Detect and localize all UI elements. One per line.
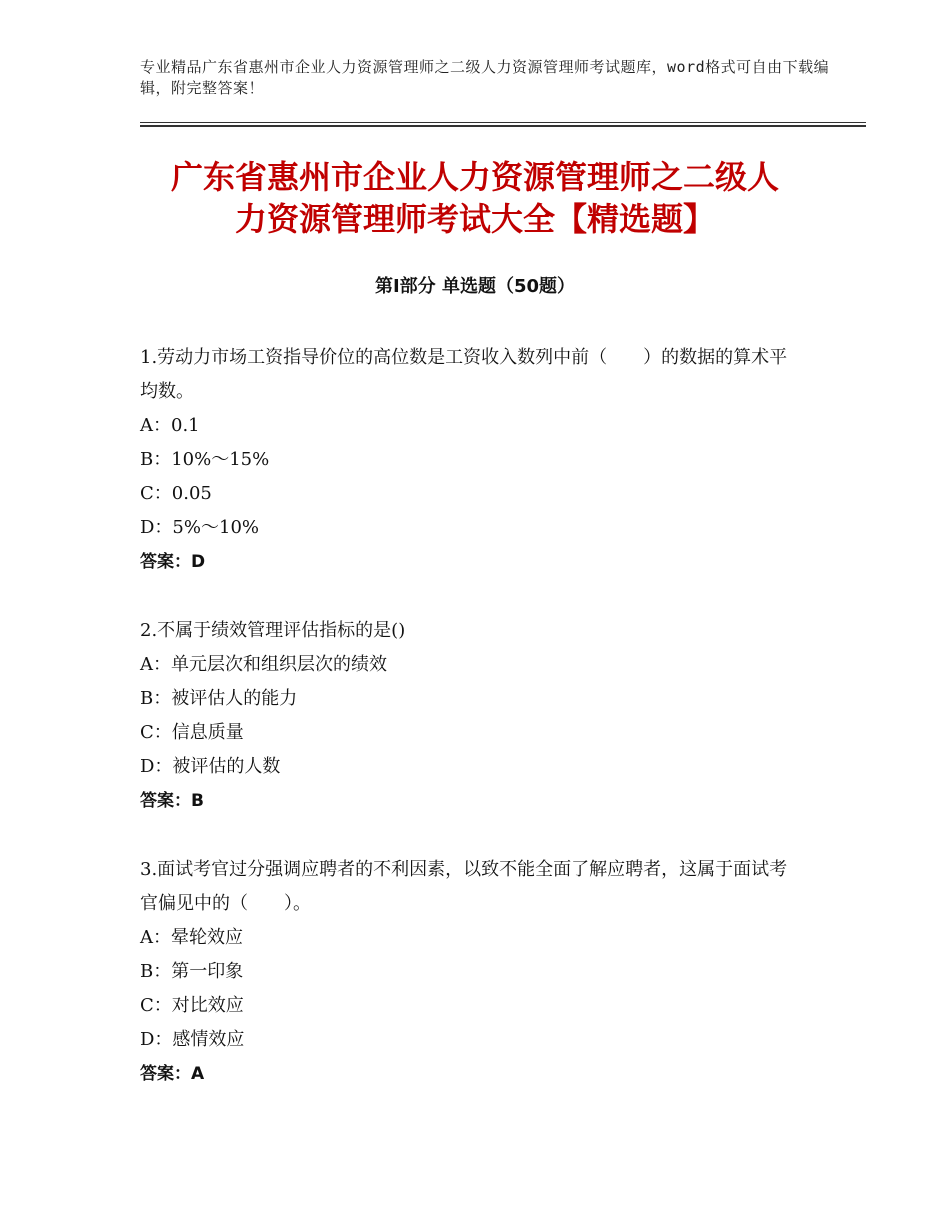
header-rule-thin: [140, 122, 866, 123]
question-option-d: D：感情效应: [140, 1029, 245, 1050]
question-option-a: A：0.1: [140, 415, 200, 436]
question-option-b: B：被评估人的能力: [140, 688, 298, 709]
document-title-line-1: 广东省惠州市企业人力资源管理师之二级人: [170, 158, 779, 196]
question-stem: 3.面试考官过分强调应聘者的不利因素，以致不能全面了解应聘者，这属于面试考官偏见中的（ ）。: [140, 859, 788, 914]
question-option-c: C：对比效应: [140, 995, 244, 1016]
question-option-d: D：被评估的人数: [140, 756, 281, 777]
question-option-b: B：第一印象: [140, 961, 244, 982]
question-stem: 1.劳动力市场工资指导价位的高位数是工资收入数列中前（ ）的数据的算术平均数。: [140, 347, 788, 402]
question-stem: 2.不属于绩效管理评估指标的是(): [140, 620, 406, 641]
question-2: [140, 614, 800, 818]
question-answer: 答案：B: [140, 791, 204, 811]
question-option-b: B：10%～15%: [140, 449, 270, 470]
question-option-a: A：单元层次和组织层次的绩效: [140, 654, 387, 675]
header-rule-thick: [140, 125, 866, 127]
question-option-d: D：5%～10%: [140, 517, 259, 538]
question-answer: 答案：A: [140, 1064, 205, 1084]
document-title-line-2: 力资源管理师考试大全【精选题】: [234, 200, 715, 238]
question-1: [140, 341, 800, 579]
question-option-a: A：晕轮效应: [140, 927, 243, 948]
question-option-c: C：0.05: [140, 483, 212, 504]
question-option-c: C：信息质量: [140, 722, 244, 743]
question-answer: 答案：D: [140, 552, 206, 572]
header-note: 专业精品广东省惠州市企业人力资源管理师之二级人力资源管理师考试题库，word格式可自由下载编辑，附完整答案！: [140, 58, 830, 97]
section-title: 第Ⅰ部分 单选题（50题）: [374, 276, 575, 297]
question-3: [140, 853, 800, 1091]
document-title: [120, 156, 830, 240]
